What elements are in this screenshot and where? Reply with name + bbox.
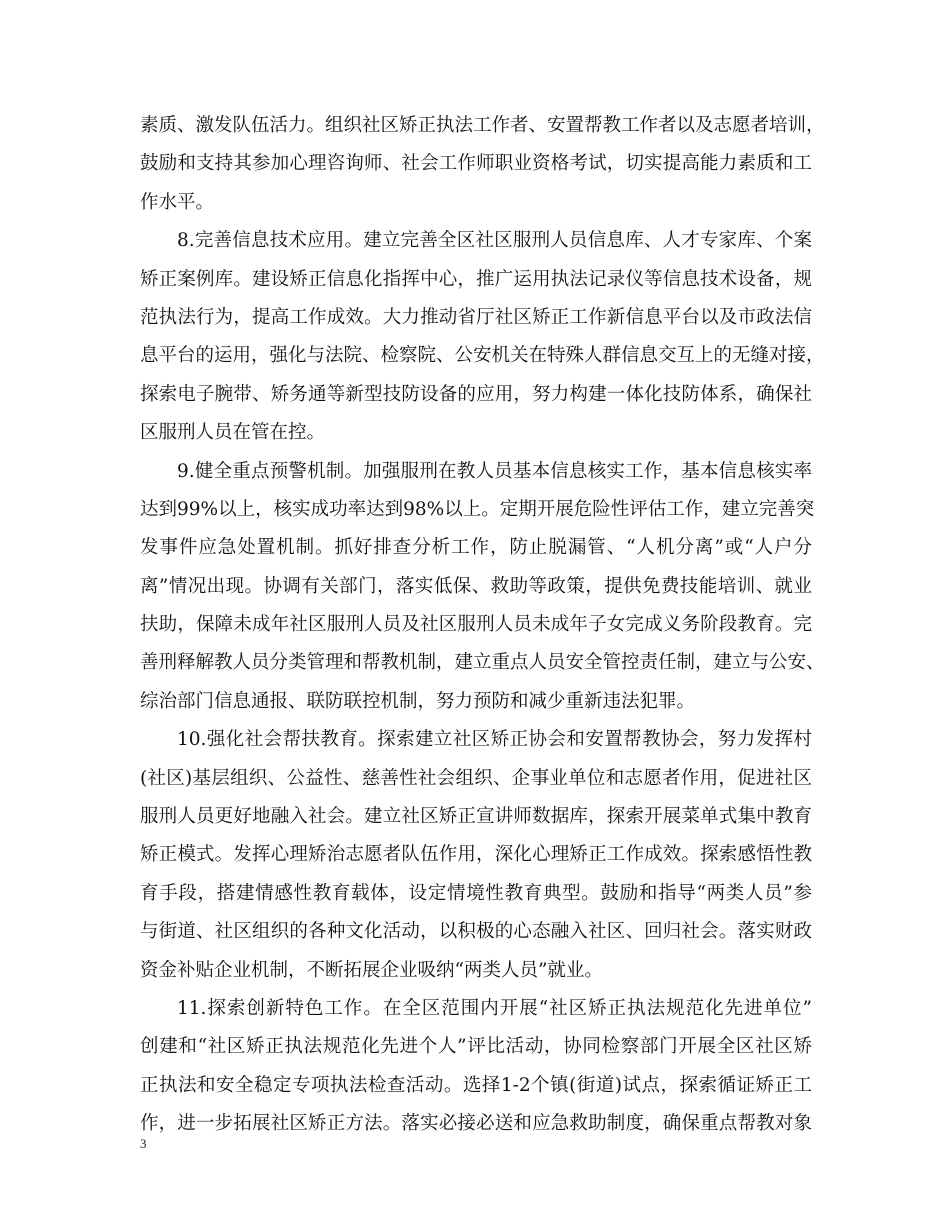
text-line: 育手段，搭建情感性教育载体，设定情境性教育典型。鼓励和指导“两类人员”参	[140, 882, 812, 904]
paragraph-10-first-line: 10.强化社会帮扶教育。探索建立社区矫正协会和安置帮教协会，努力发挥村	[177, 729, 812, 751]
text-line: (社区)基层组织、公益性、慈善性社会组织、企事业单位和志愿者作用，促进社区	[140, 767, 812, 789]
text-line: 综治部门信息通报、联防联控机制，努力预防和减少重新违法犯罪。	[140, 690, 696, 712]
paragraph-8-first-line: 8.完善信息技术应用。建立完善全区社区服刑人员信息库、人才专家库、个案	[177, 230, 812, 252]
page-number: 3	[140, 1136, 147, 1151]
text-line: 创建和“社区矫正执法规范化先进个人”评比活动，协同检察部门开展全区社区矫	[140, 1036, 812, 1058]
text-line: 达到99%以上，核实成功率达到98%以上。定期开展危险性评估工作，建立完善突	[140, 498, 815, 520]
text-line: 素质、激发队伍活力。组织社区矫正执法工作者、安置帮教工作者以及志愿者培训，	[140, 115, 825, 136]
text-line: 正执法和安全稳定专项执法检查活动。选择1-2个镇(街道)试点，探索循证矫正工	[140, 1074, 812, 1096]
text-line: 息平台的运用，强化与法院、检察院、公安机关在特殊人群信息交互上的无缝对接，	[140, 345, 825, 367]
text-line: 范执法行为，提高工作成效。大力推动省厅社区矫正工作新信息平台以及市政法信	[140, 306, 812, 328]
text-line: 发事件应急处置机制。抓好排查分析工作，防止脱漏管、“人机分离”或“人户分	[140, 537, 812, 559]
paragraph-9-first-line: 9.健全重点预警机制。加强服刑在教人员基本信息核实工作，基本信息核实率	[177, 460, 812, 482]
text-line: 与街道、社区组织的各种文化活动，以积极的心态融入社区、回归社会。落实财政	[140, 921, 812, 943]
text-line: 鼓励和支持其参加心理咨询师、社会工作师职业资格考试，切实提高能力素质和工	[140, 153, 812, 175]
text-line: 作，进一步拓展社区矫正方法。落实必接必送和应急救助制度，确保重点帮教对象	[140, 1113, 812, 1135]
text-line: 服刑人员更好地融入社会。建立社区矫正宣讲师数据库，探索开展菜单式集中教育	[140, 806, 812, 828]
paragraph-11-first-line: 11.探索创新特色工作。在全区范围内开展“社区矫正执法规范化先进单位”	[177, 997, 812, 1019]
text-line: 资金补贴企业机制，不断拓展企业吸纳“两类人员”就业。	[140, 959, 603, 981]
text-line: 矫正案例库。建设矫正信息化指挥中心，推广运用执法记录仪等信息技术设备，规	[140, 268, 812, 290]
text-line: 扶助，保障未成年社区服刑人员及社区服刑人员未成年子女完成义务阶段教育。完	[140, 614, 812, 636]
text-line: 区服刑人员在管在控。	[140, 422, 326, 444]
text-line: 探索电子腕带、矫务通等新型技防设备的应用，努力构建一体化技防体系，确保社	[140, 383, 812, 405]
text-line: 矫正模式。发挥心理矫治志愿者队伍作用，深化心理矫正工作成效。探索感悟性教	[140, 844, 812, 866]
document-body	[140, 107, 825, 1144]
text-line: 善刑释解教人员分类管理和帮教机制，建立重点人员安全管控责任制，建立与公安、	[140, 652, 825, 674]
text-line: 离”情况出现。协调有关部门，落实低保、救助等政策，提供免费技能培训、就业	[140, 575, 812, 597]
text-line: 作水平。	[140, 191, 215, 213]
